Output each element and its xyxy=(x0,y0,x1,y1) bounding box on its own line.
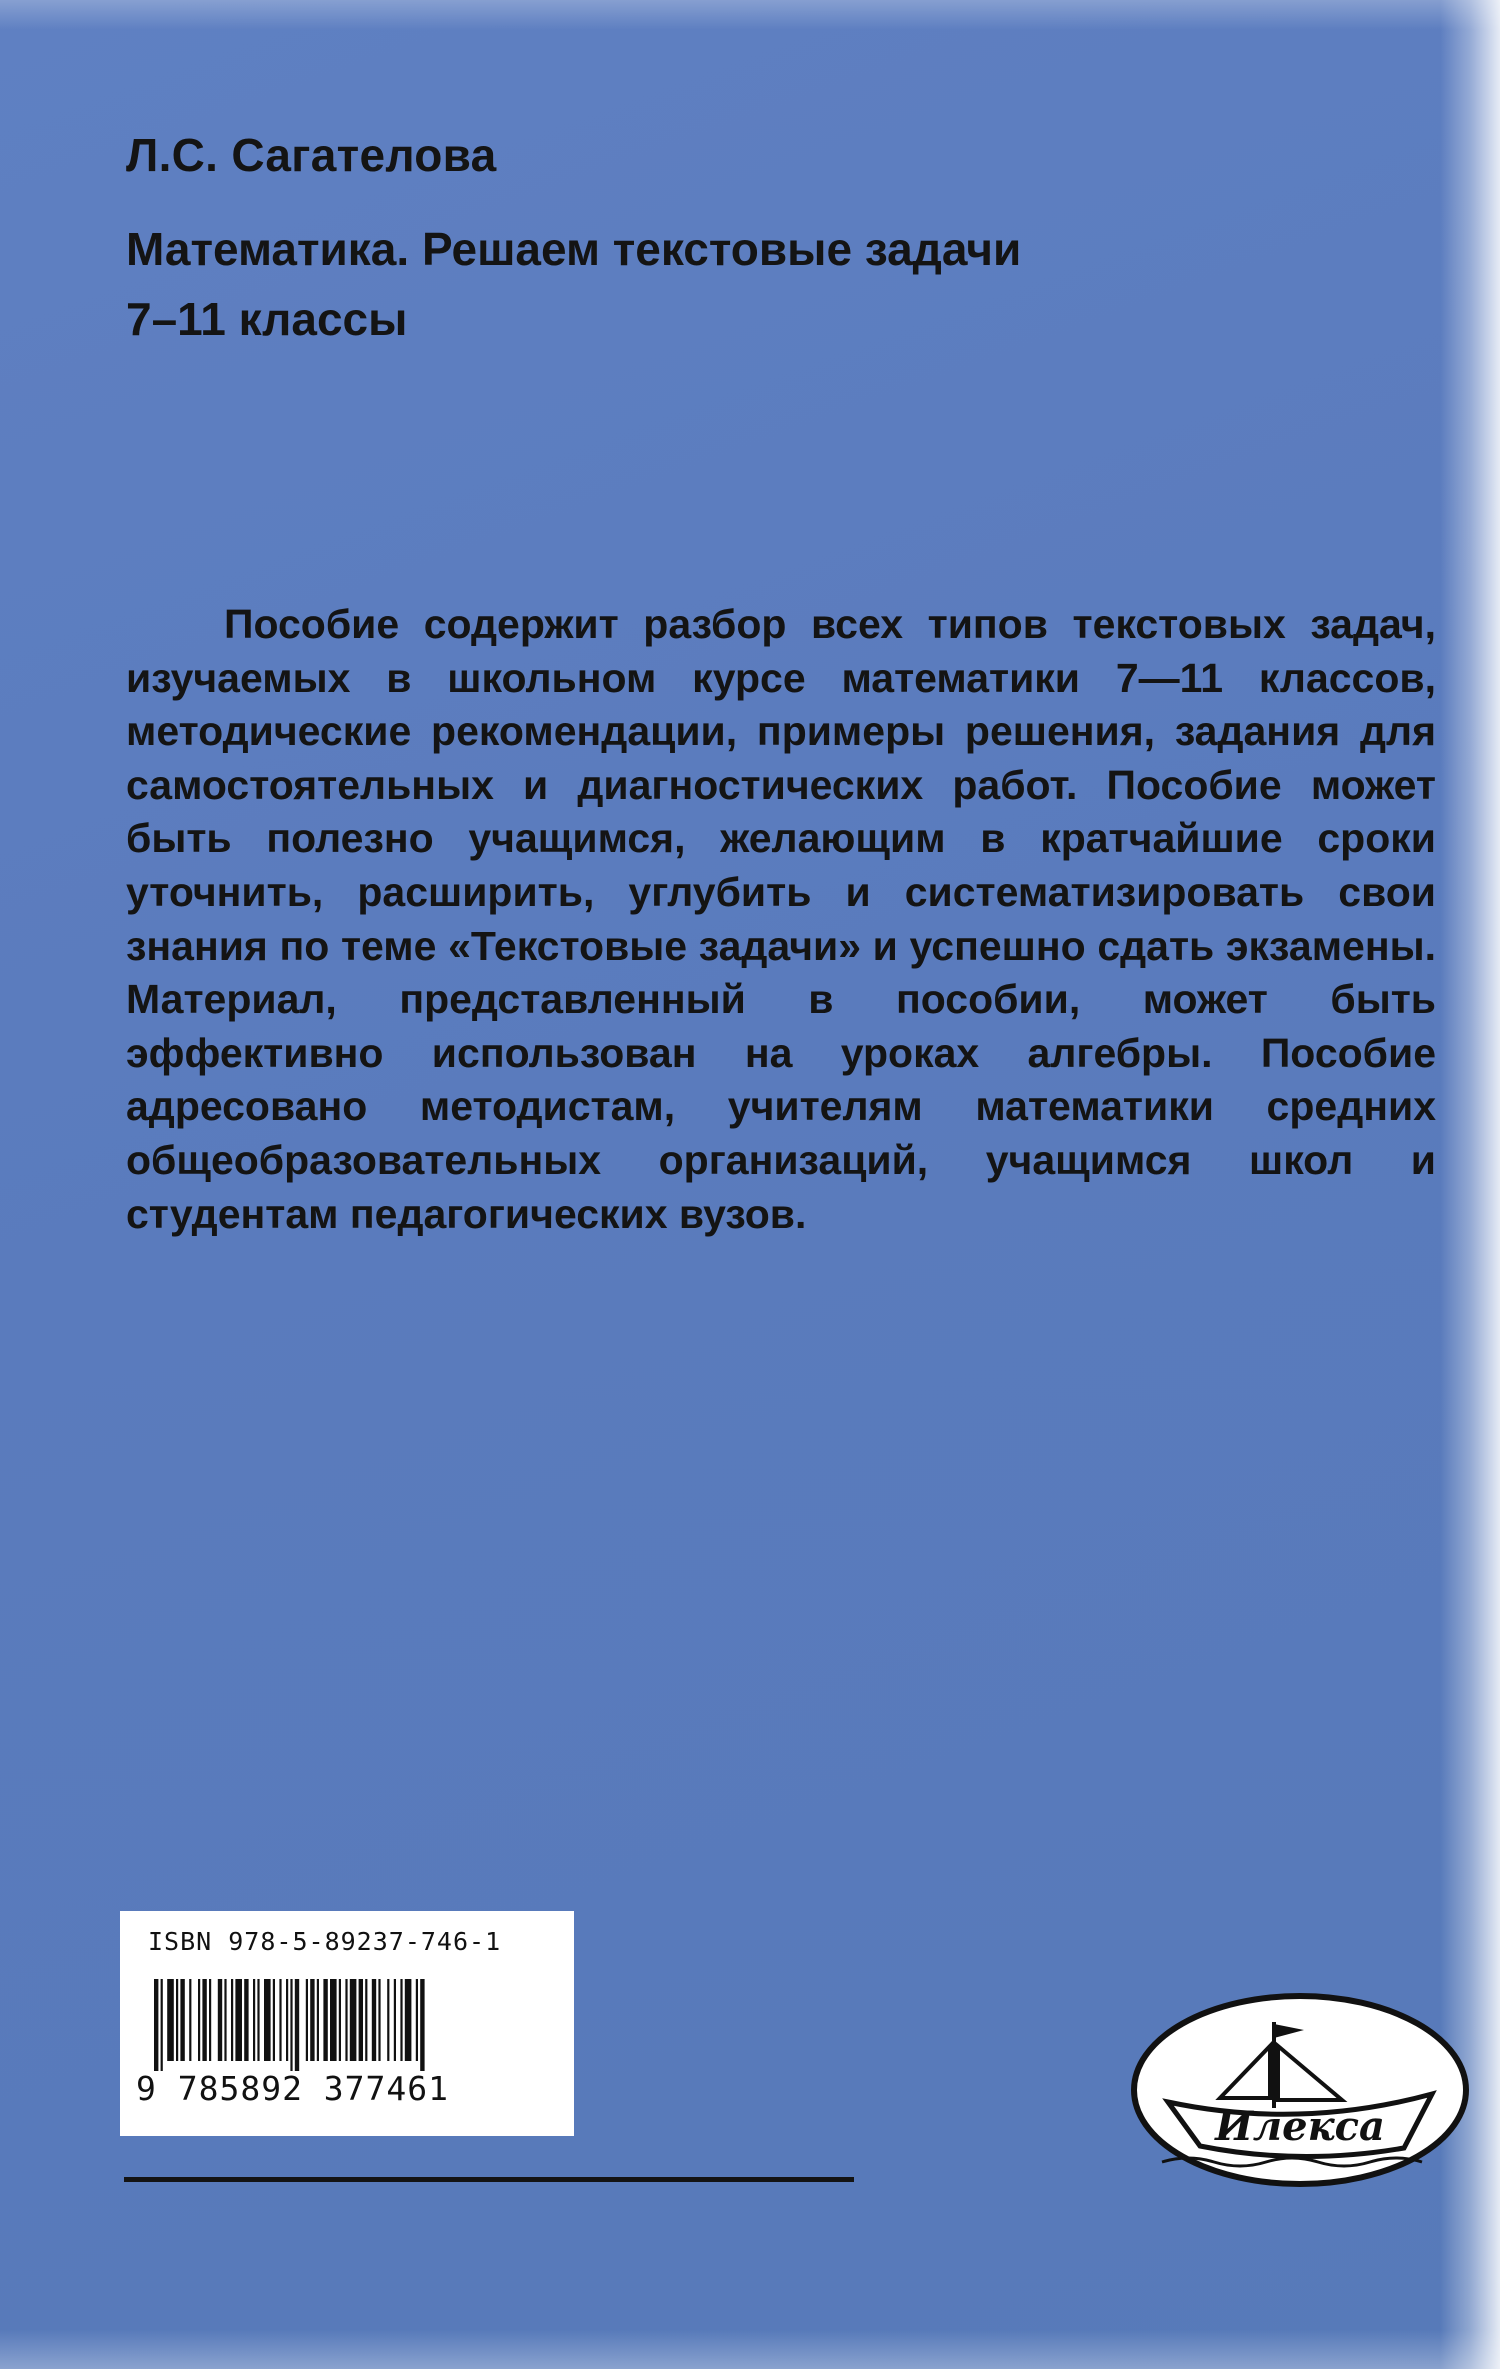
author-name: Л.С. Сагателова xyxy=(126,129,497,181)
publisher-logo xyxy=(1128,1990,1473,2190)
divider-line xyxy=(124,2177,854,2182)
barcode-digits: 9 785892 377461 xyxy=(136,2069,450,2108)
logo-text: Илекса xyxy=(1215,2103,1385,2150)
book-annotation: Пособие содержит разбор всех типов текстовых задач, изучаемых в школьном курсе математики 7—11 классов, методические рекомендации, примеры решения, задания для самостоятельных и диагностических работ. Пособие может быть полезно учащимся, желающим в кратчайшие сроки уточнить, расширить, углубить и систематизировать свои знания по теме «Текстовые задачи» и успешно сдать экзамены. Материал, представленный в пособии, может быть эффективно использован на уроках алгебры. Пособие адресовано методистам, учителям математики средних общеобразовательных организаций, учащимся школ и студентам педагогических вузов. xyxy=(126,601,1436,1237)
isbn-label: ISBN 978-5-89237-746-1 xyxy=(148,1927,502,1956)
barcode-icon xyxy=(150,1979,530,2071)
book-title xyxy=(126,214,1021,354)
book-grade-range: 7–11 классы xyxy=(126,293,408,345)
book-title-line: Математика. Решаем текстовые задачи xyxy=(126,223,1022,275)
isbn-barcode-block xyxy=(120,1911,574,2136)
